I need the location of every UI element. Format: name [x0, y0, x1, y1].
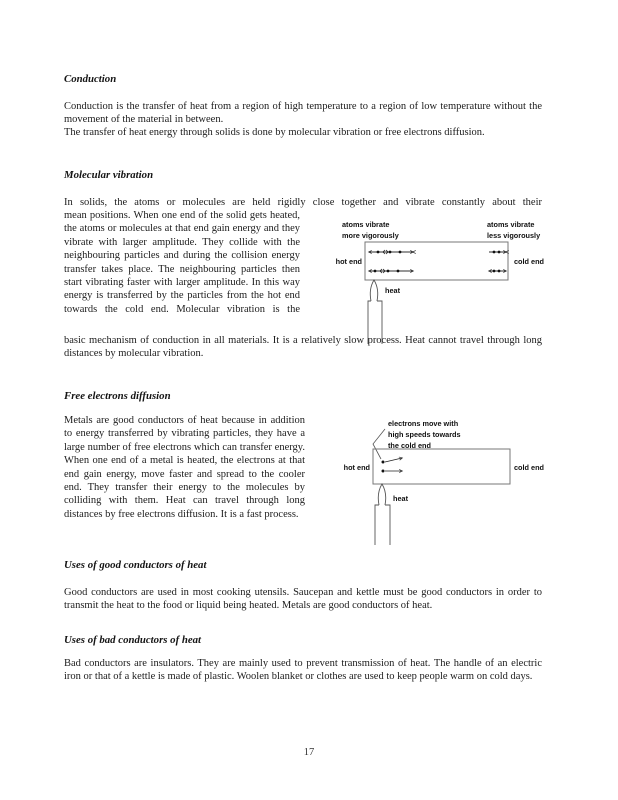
fig2-label-line2: high speeds towards — [388, 430, 461, 439]
vibration-arrows-row1-icon — [369, 250, 506, 254]
fig1-label-right-line1: atoms vibrate — [487, 220, 535, 229]
para-transfer-methods: The transfer of heat energy through solids is done by molecular vibration or free electrons diffusion. — [64, 127, 485, 138]
heading-molecular-vibration: Molecular vibration — [64, 169, 154, 181]
vibration-arrows-row2-icon — [369, 269, 506, 273]
heading-conduction: Conduction — [64, 73, 117, 85]
para-molecular-tail: basic mechanism of conduction in all materials. It is a relatively slow process. Heat cannot travel through long distances by molecular vibration. — [64, 335, 542, 360]
fig2-heat-label: heat — [393, 494, 409, 503]
electron-arrows-icon — [382, 458, 403, 473]
fig1-label-right-line2: less vigorously — [487, 231, 541, 240]
fig1-cold-end-label: cold end — [514, 257, 544, 266]
pointer-line — [373, 429, 385, 459]
heading-good-conductors: Uses of good conductors of heat — [64, 559, 207, 571]
fig1-hot-end-label: hot end — [335, 257, 362, 266]
figure-molecular-vibration — [330, 217, 548, 353]
fig2-label-line1: electrons move with — [388, 419, 459, 428]
flame-icon — [370, 280, 378, 301]
para-good-conductors: Good conductors are used in most cooking utensils. Saucepan and kettle must be good conductors in order to transmit the heat to the food or liquid being heated. Metals are good conductors of heat. — [64, 587, 542, 612]
burner-icon — [368, 301, 382, 344]
para-conduction-intro: Conduction is the transfer of heat from a region of high temperature to a region of low temperature without the movement of the material in between. — [64, 101, 542, 126]
para-bad-conductors: Bad conductors are insulators. They are mainly used to prevent transmission of heat. The handle of an electric iron or that of a kettle is made of plastic. Woolen blanket or clothes are used to keep people warm on cold days. — [64, 658, 542, 683]
burner-icon — [375, 505, 390, 545]
figure-free-electrons — [335, 414, 550, 552]
para-free-electrons: Metals are good conductors of heat because in addition to energy transferred by vibrating particles, they have a large number of free electrons which can transfer energy. When one end of a metal is heated, the electrons at that end gain energy, move faster and spread to the cooler end. They transfer their energy to the molecules by colliding with them. Heat can travel through long distances by free electrons diffusion. It is a fast process. — [64, 415, 305, 520]
fig1-heat-label: heat — [385, 286, 401, 295]
heading-free-electrons: Free electrons diffusion — [64, 390, 171, 402]
metal-bar — [373, 449, 510, 484]
para-molecular-line1: In solids, the atoms or molecules are held rigidly close together and vibrate constantly about their — [64, 197, 542, 208]
fig2-label-line3: the cold end — [388, 441, 431, 450]
page-number: 17 — [303, 747, 315, 758]
fig2-cold-end-label: cold end — [514, 463, 544, 472]
heading-bad-conductors: Uses of bad conductors of heat — [64, 634, 202, 646]
fig1-label-left-line1: atoms vibrate — [342, 220, 390, 229]
flame-icon — [378, 484, 386, 505]
fig2-hot-end-label: hot end — [343, 463, 370, 472]
fig1-label-left-line2: more vigorously — [342, 231, 399, 240]
para-molecular-wrapped: mean positions. When one end of the solid gets heated, the atoms or molecules at that end gain energy and they vibrate with larger amplitude. They collide with the neighbouring particles and during the collision energy transfer takes place. The neighbouring particles then start vibrating faster with larger amplitude. In this way energy is transferred by the particles from the hot end towards the cold end. Molecular vibration is the — [64, 210, 300, 315]
solid-bar — [365, 242, 508, 280]
